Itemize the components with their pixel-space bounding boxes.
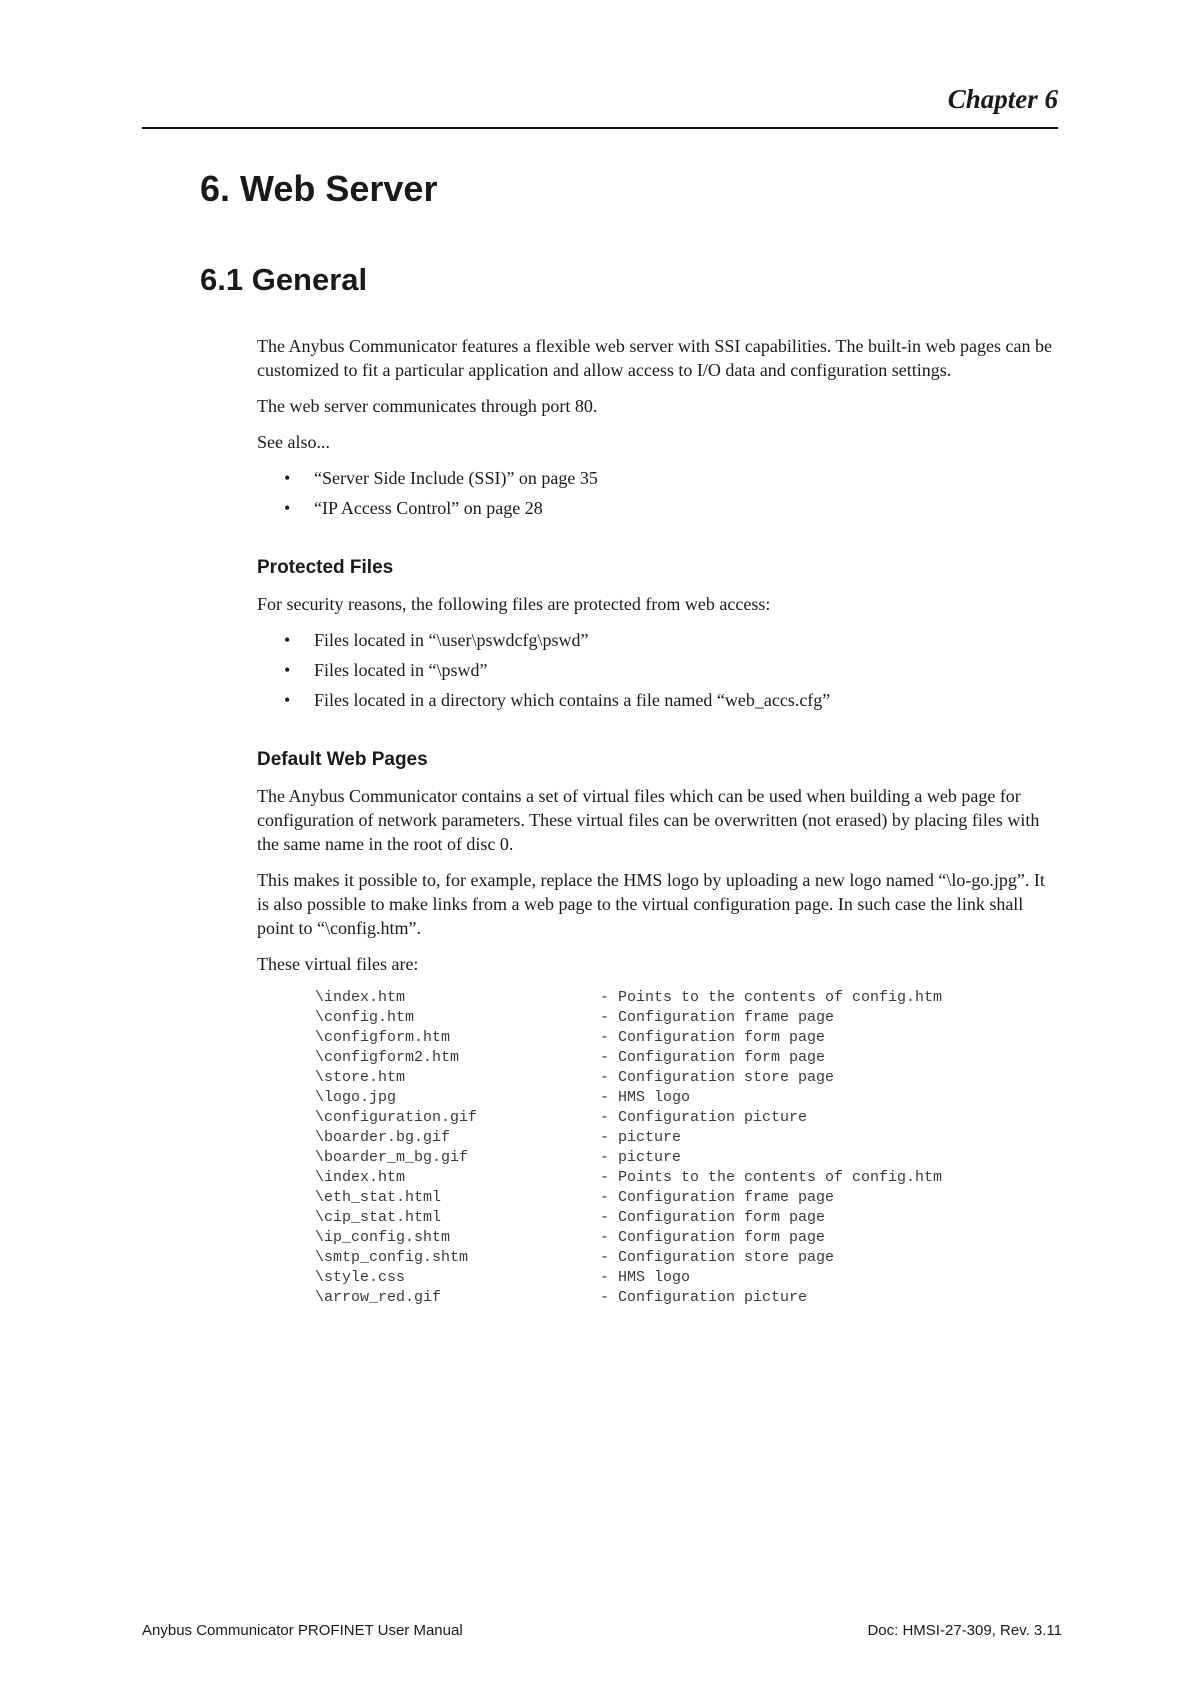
footer-manual-title: Anybus Communicator PROFINET User Manual	[142, 1622, 463, 1639]
chapter-label: Chapter 6	[947, 84, 1058, 114]
file-row: \index.htm - Points to the contents of config.htm	[315, 989, 943, 1006]
file-row: \logo.jpg - HMS logo	[315, 1089, 691, 1106]
intro-paragraph: The Anybus Communicator features a flexible web server with SSI capabilities. The built-in web pages can be customized to fit a particular application and allow access to I/O data and configuration settings.	[257, 336, 1052, 380]
file-row: \configuration.gif - Configuration picture	[315, 1109, 808, 1126]
file-row: \smtp_config.shtm - Configuration store page	[315, 1249, 835, 1266]
default-web-pages-heading: Default Web Pages	[257, 749, 428, 770]
file-row: \configform2.htm - Configuration form page	[315, 1049, 826, 1066]
protected-files-heading: Protected Files	[257, 557, 394, 578]
file-row: \config.htm - Configuration frame page	[315, 1009, 835, 1026]
section-title: 6.1 General	[200, 262, 368, 297]
main-content	[257, 334, 1057, 1308]
file-row: \arrow_red.gif - Configuration picture	[315, 1289, 808, 1306]
see-also-label: See also...	[257, 432, 330, 452]
file-row: \eth_stat.html - Configuration frame page	[315, 1189, 835, 1206]
file-row: \boarder_m_bg.gif - picture	[315, 1149, 682, 1166]
virtual-files-intro: These virtual files are:	[257, 954, 419, 974]
virtual-files-list	[315, 988, 1057, 1308]
see-also-list	[257, 466, 1057, 520]
file-row: \ip_config.shtm - Configuration form page	[315, 1229, 826, 1246]
list-item: • Files located in “\pswd”	[284, 660, 488, 680]
protected-files-list	[257, 628, 1057, 712]
port-paragraph: The web server communicates through port 80.	[257, 396, 598, 416]
file-row: \index.htm - Points to the contents of config.htm	[315, 1169, 943, 1186]
see-also-link-ssi[interactable]: “Server Side Include (SSI)” on page 35	[314, 468, 598, 488]
default-pages-paragraph-2: This makes it possible to, for example, replace the HMS logo by uploading a new logo named “\lo-go.jpg”. It is also possible to make links from a web page to the virtual configuration page. In such case the link shall point to “\config.htm”.	[257, 870, 1045, 938]
file-row: \store.htm - Configuration store page	[315, 1069, 835, 1086]
header-rule	[142, 127, 1058, 129]
file-row: \style.css - HMS logo	[315, 1269, 691, 1286]
protected-files-intro: For security reasons, the following files are protected from web access:	[257, 594, 771, 614]
footer-doc-number: Doc: HMSI-27-309, Rev. 3.11	[867, 1622, 1062, 1639]
see-also-item[interactable]: • “Server Side Include (SSI)” on page 35	[284, 468, 598, 488]
file-row: \cip_stat.html - Configuration form page	[315, 1209, 826, 1226]
list-item: • Files located in a directory which contains a file named “web_accs.cfg”	[284, 690, 831, 710]
see-also-link-ip-access[interactable]: “IP Access Control” on page 28	[314, 498, 543, 518]
list-item: • Files located in “\user\pswdcfg\pswd”	[284, 630, 589, 650]
file-row: \boarder.bg.gif - picture	[315, 1129, 682, 1146]
page-title: 6. Web Server	[200, 168, 438, 209]
default-pages-paragraph-1: The Anybus Communicator contains a set of virtual files which can be used when building a web page for configuration of network parameters. These virtual files can be overwritten (not erased) by placing files with the same name in the root of disc 0.	[257, 786, 1040, 854]
see-also-item[interactable]: • “IP Access Control” on page 28	[284, 498, 543, 518]
file-row: \configform.htm - Configuration form page	[315, 1029, 826, 1046]
